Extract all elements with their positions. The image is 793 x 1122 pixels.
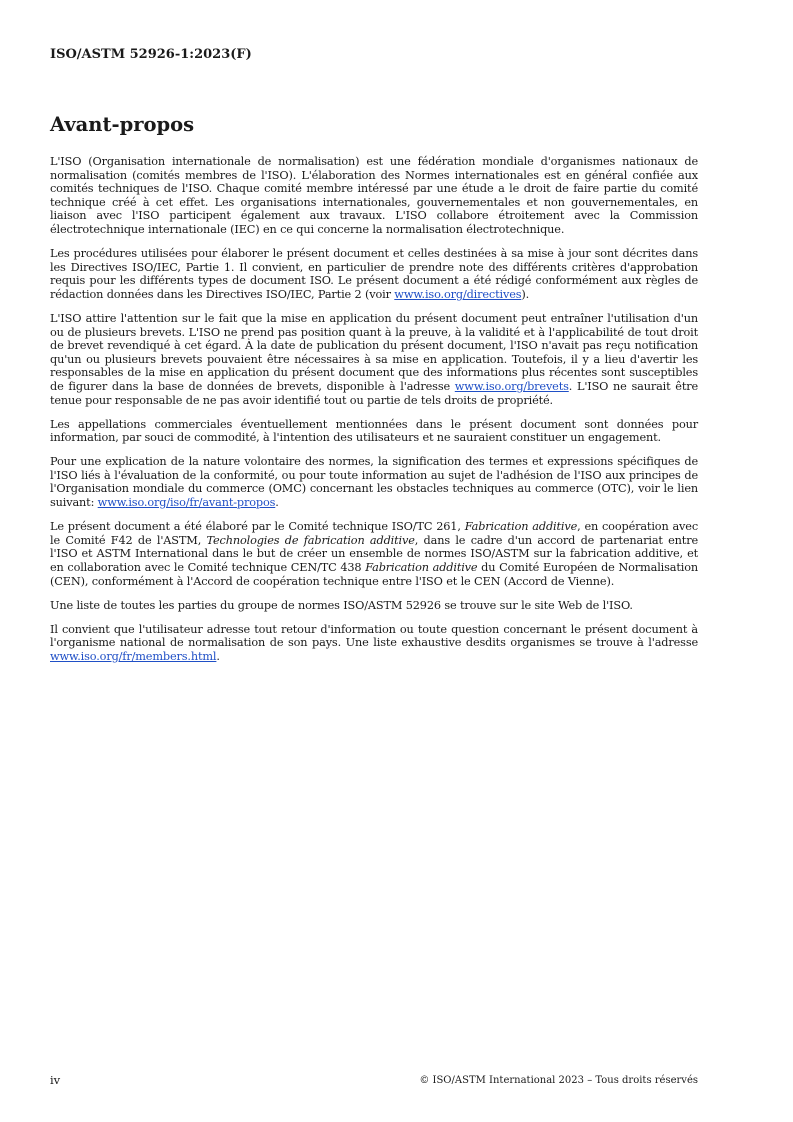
paragraph-text: Les appellations commerciales éventuellement mentionnées dans le présent document sont données pour information, par souci de commodité, à l'intention des utilisateurs et ne sauraient constituer un engagement. <box>50 417 698 445</box>
paragraph-text: . <box>275 496 279 510</box>
paragraph-text: Les procédures utilisées pour élaborer le présent document et celles destinées à sa mise à jour sont décrites dans les Directives ISO/IEC, Partie 1. Il convient, en particulier de prendre note des différents critères d'approbation requis pour les différents types de document ISO. Le présent document a été rédigé conformément aux règles de rédaction données dans les Directives ISO/IEC, Partie 2 (voir <box>50 247 698 301</box>
paragraph-parts-list <box>50 599 698 613</box>
paragraph-text: Il convient que l'utilisateur adresse tout retour d'information ou toute question concernant le présent document à l'organisme national de normalisation de son pays. Une liste exhaustive desdits organismes se trouve à l'adresse <box>50 622 698 650</box>
paragraph-patents <box>50 312 698 407</box>
members-link[interactable]: www.iso.org/fr/members.html <box>50 649 217 663</box>
paragraph-text: , en coopération avec le Comité F42 de l'ASTM, <box>50 520 698 547</box>
paragraph-feedback <box>50 623 698 664</box>
paragraph-voluntary-nature <box>50 455 698 509</box>
paragraph-text: , dans le cadre d'un accord de partenariat entre l'ISO et ASTM International dans le but de créer un ensemble de normes ISO/ASTM sur la fabrication additive, et en collaboration avec le Comité technique CEN/TC 438 <box>50 533 698 574</box>
page-number: iv <box>50 1073 61 1087</box>
directives-link[interactable]: www.iso.org/directives <box>394 287 522 301</box>
copyright-notice: © ISO/ASTM International 2023 – Tous droits réservés <box>419 1075 698 1086</box>
paragraph-text: L'ISO attire l'attention sur le fait que la mise en application du présent document peut entraîner l'utilisation d'un ou de plusieurs brevets. L'ISO ne prend pas position quant à la preuve, à la validité et à l'applicabilité de tout droit de brevet revendiqué à cet égard. À la date de publication du présent document, l'ISO n'avait pas reçu notification qu'un ou plusieurs brevets pouvaient être nécessaires à sa mise en application. Toutefois, il y a lieu d'avertir les responsables de la mise en application du présent document que des informations plus récentes sont susceptibles de figurer dans la base de données de brevets, disponible à l'adresse <box>50 311 698 393</box>
paragraph-procedures <box>50 247 698 301</box>
page-title: Avant-propos <box>50 113 195 136</box>
paragraph-committee <box>50 520 698 588</box>
paragraph-iso-intro <box>50 155 698 237</box>
paragraph-text: . <box>216 649 220 663</box>
paragraph-text: . L'ISO ne saurait être tenue pour responsable de ne pas avoir identifié tout ou partie de tels droits de propriété. <box>50 379 698 407</box>
foreword-link[interactable]: www.iso.org/iso/fr/avant-propos <box>97 496 276 510</box>
paragraph-text: Une liste de toutes les parties du groupe de normes ISO/ASTM 52926 se trouve sur le site Web de l'ISO. <box>50 598 633 612</box>
document-body <box>50 155 698 674</box>
patents-link[interactable]: www.iso.org/brevets <box>454 379 569 393</box>
paragraph-text: du Comité Européen de Normalisation (CEN), conformément à l'Accord de coopération technique entre l'ISO et le CEN (Accord de Vienne). <box>50 560 698 588</box>
italic-title: Fabrication additive <box>464 520 578 534</box>
paragraph-text: Pour une explication de la nature volontaire des normes, la signification des termes et expressions spécifiques de l'ISO liés à l'évaluation de la conformité, ou pour toute information au sujet de l'adhésion de l'ISO aux principes de l'Organisation mondiale du commerce (OMC) concernant les obstacles techniques au commerce (OTC), voir le lien suivant: <box>50 455 698 510</box>
paragraph-trade-names <box>50 418 698 445</box>
italic-title: Technologies de fabrication additive <box>206 533 415 547</box>
paragraph-text: Le présent document a été élaboré par le Comité technique ISO/TC 261, <box>50 520 465 534</box>
italic-title: Fabrication additive <box>365 560 478 574</box>
document-identifier: ISO/ASTM 52926-1:2023(F) <box>50 47 252 62</box>
paragraph-text: ). <box>521 287 530 301</box>
paragraph-text: L'ISO (Organisation internationale de normalisation) est une fédération mondiale d'organismes nationaux de normalisation (comités membres de l'ISO). L'élaboration des Normes internationales est en général confiée aux comités techniques de l'ISO. Chaque comité membre intéressé par une étude a le droit de faire partie du comité technique créé à cet effet. Les organisations internationales, gouvernementales et non gouvernementales, en liaison avec l'ISO participent également aux travaux. L'ISO collabore étroitement avec la Commission électrotechnique internationale (IEC) en ce qui concerne la normalisation électrotechnique. <box>50 155 698 236</box>
